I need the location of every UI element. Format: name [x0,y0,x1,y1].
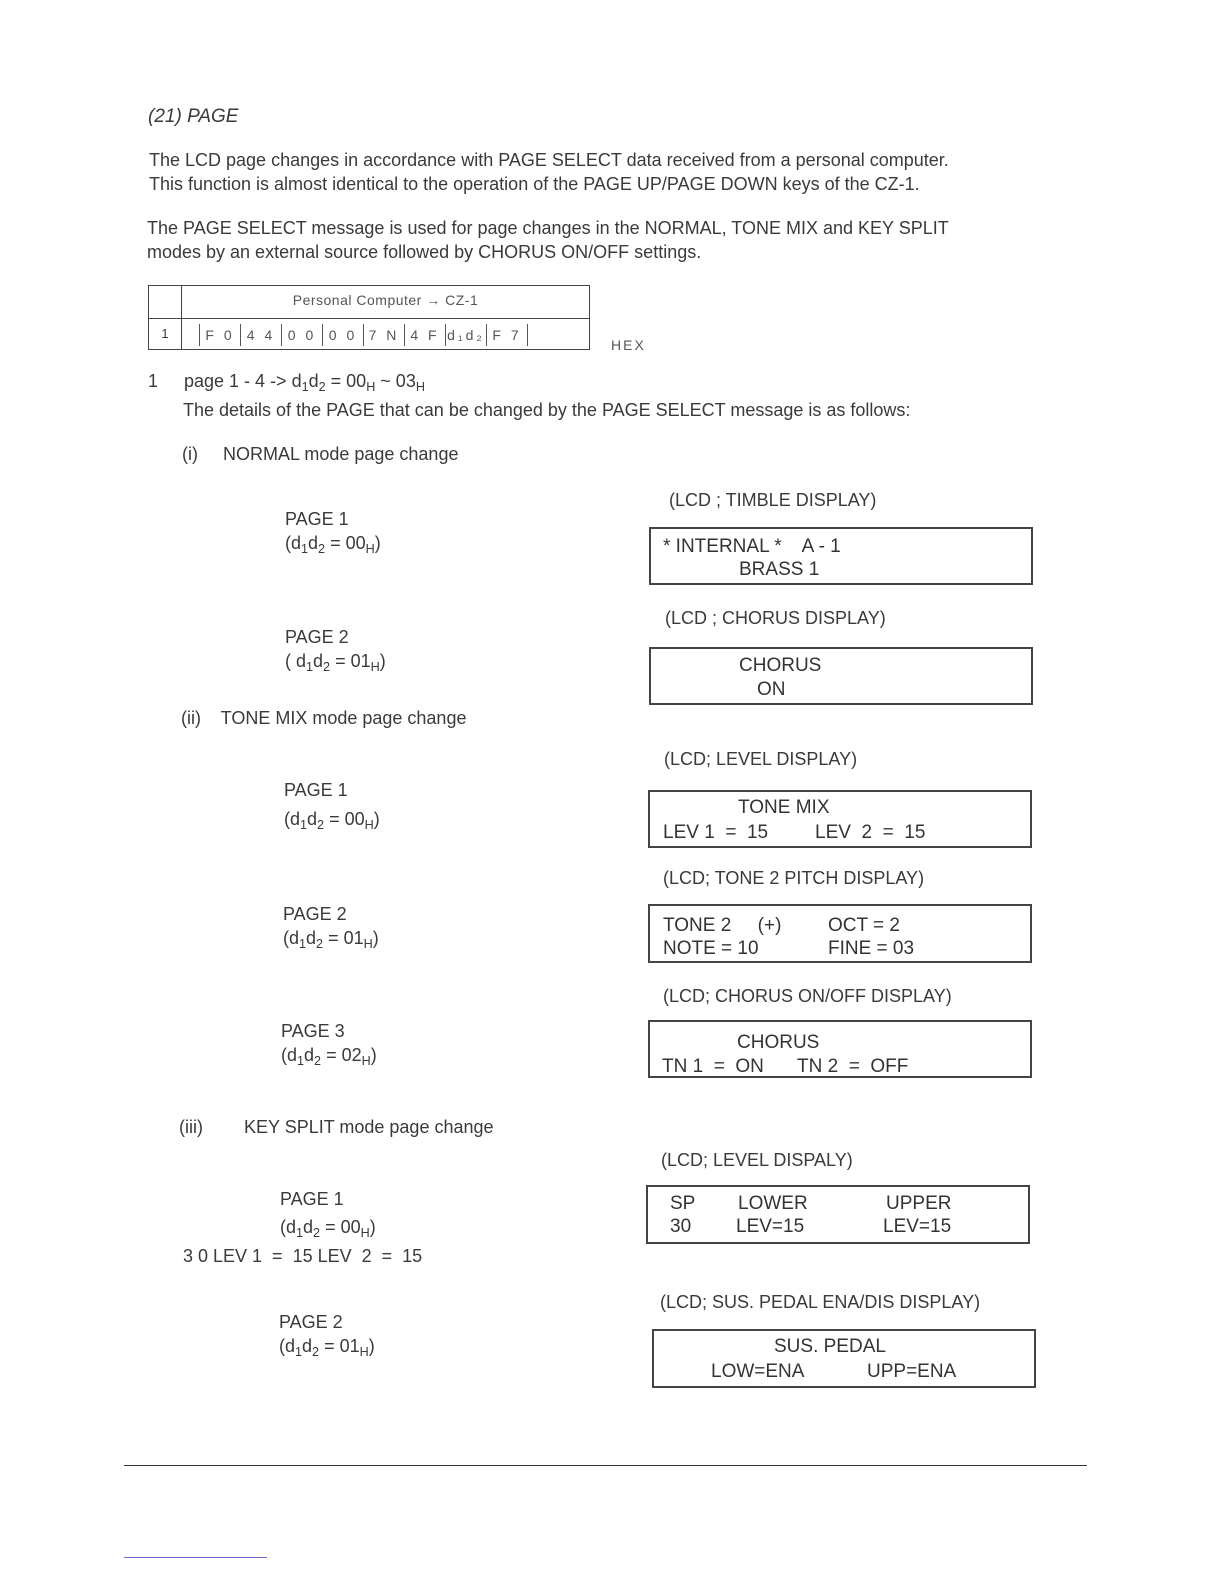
footnote-rule [124,1557,267,1558]
hex-label: HEX [611,337,646,353]
split-line-1c: UPPER [886,1193,952,1214]
tonemix-page-2-value: $(d_1d_2 = 01_H)$ [283,928,379,951]
sysex-header: Personal Computer → CZ-1 [292,292,479,308]
pitch-line-1a: TONE 2 (+) [663,915,782,936]
chorus2-line-2b: TN 2 = OFF [797,1056,909,1077]
sysex-byte: F 7 [486,324,528,346]
keysplit-page-1-label: PAGE 1 [280,1189,344,1209]
normal-page-2-value: ( $d_1d_2 = 01_H$) [285,651,386,674]
intro-line-4: modes by an external source followed by CHORUS ON/OFF settings. [147,242,702,262]
sysex-table [148,285,590,350]
chorus2-lcd [648,1020,1032,1078]
keysplit-mode-heading: KEY SPLIT mode page change [244,1117,494,1137]
split-line-2a: 30 [670,1216,692,1237]
tonemix-page-1-label: PAGE 1 [284,780,348,800]
pitch-line-2b: FINE = 03 [828,938,915,959]
chorus-caption: (LCD ; CHORUS DISPLAY) [665,608,886,628]
pitch-line-2a: NOTE = 10 [663,938,759,959]
footer-rule [124,1465,1087,1466]
sysex-bytes [199,324,528,346]
section-heading: (21) PAGE [148,106,239,127]
normal-mode-heading: (i) NORMAL mode page change [182,444,459,464]
level-line-2b: LEV 2 = 15 [815,822,926,843]
keysplit-page-2-label: PAGE 2 [279,1312,343,1332]
timble-line-1: * INTERNAL * A - 1 [663,536,841,557]
level-lcd [648,790,1032,848]
intro-line-2: This function is almost identical to the operation of the PAGE UP/PAGE DOWN keys of the CZ-1. [149,174,920,194]
sysex-byte: d₁d₂ [445,324,486,346]
note-number: 1 [148,371,159,391]
timble-lcd [649,527,1033,585]
sus-line-1: SUS. PEDAL [774,1336,886,1357]
intro-line-3: The PAGE SELECT message is used for page changes in the NORMAL, TONE MIX and KEY SPLIT [147,218,949,238]
sus-lcd [652,1329,1036,1388]
tonemix-mode-heading: (ii) TONE MIX mode page change [181,708,467,728]
chorus-line-1: CHORUS [739,655,822,676]
sysex-byte: 0 0 [281,324,322,346]
chorus2-caption: (LCD; CHORUS ON/OFF DISPLAY) [663,986,952,1006]
split-line-1b: LOWER [738,1193,808,1214]
sysex-byte: 4 4 [240,324,281,346]
keysplit-page-2-value: $(d_1d_2 = 01_H)$ [279,1336,375,1359]
sysex-byte: F 0 [199,324,240,346]
split-caption: (LCD; LEVEL DISPALY) [661,1150,853,1170]
sus-caption: (LCD; SUS. PEDAL ENA/DIS DISPLAY) [660,1292,981,1312]
level-caption: (LCD; LEVEL DISPLAY) [664,749,858,769]
chorus-line-2: ON [757,679,786,700]
normal-page-1-value: $(d_1d_2 = 00_H)$ [285,533,381,556]
level-line-2a: LEV 1 = 15 [663,822,769,843]
split-lcd [646,1185,1030,1244]
timble-caption: (LCD ; TIMBLE DISPLAY) [669,490,877,510]
tonemix-page-3-value: $(d_1d_2 = 02_H)$ [281,1045,377,1068]
chorus2-line-2a: TN 1 = ON [662,1056,764,1077]
level-line-1: TONE MIX [738,797,830,818]
split-line-2c: LEV=15 [883,1216,952,1237]
timble-line-2: BRASS 1 [739,559,820,580]
chorus-lcd [649,647,1033,705]
keysplit-page-1-value: $(d_1d_2 = 00_H)$ [280,1217,376,1240]
stray-level-text: 3 0 LEV 1 = 15 LEV 2 = 15 [183,1246,423,1266]
normal-page-1-label: PAGE 1 [285,509,349,529]
sysex-byte: 0 0 [322,324,363,346]
keysplit-number: (iii) [179,1117,203,1137]
pitch-line-1b: OCT = 2 [828,915,900,936]
tonemix-page-2-label: PAGE 2 [283,904,347,924]
details-line: The details of the PAGE that can be changed by the PAGE SELECT message is as follows: [183,400,911,420]
pitch-caption: (LCD; TONE 2 PITCH DISPLAY) [663,868,925,888]
sysex-row-number: 1 [161,326,169,341]
sus-line-2a: LOW=ENA [711,1361,805,1382]
tonemix-page-1-value: $(d_1d_2 = 00_H)$ [284,809,380,832]
split-line-2b: LEV=15 [736,1216,805,1237]
page-range: page $1 - 4 -> d_1d_2 = 00_H$ ~ $03_H$ [184,371,425,394]
sysex-byte: 4 F [404,324,445,346]
sysex-byte: 7 N [363,324,404,346]
sus-line-2b: UPP=ENA [867,1361,957,1382]
pitch-lcd [648,904,1032,963]
tonemix-page-3-label: PAGE 3 [281,1021,345,1041]
intro-line-1: The LCD page changes in accordance with PAGE SELECT data received from a personal computer. [149,150,949,170]
normal-page-2-label: PAGE 2 [285,627,349,647]
split-line-1a: SP [670,1193,696,1214]
chorus2-line-1: CHORUS [737,1032,820,1053]
